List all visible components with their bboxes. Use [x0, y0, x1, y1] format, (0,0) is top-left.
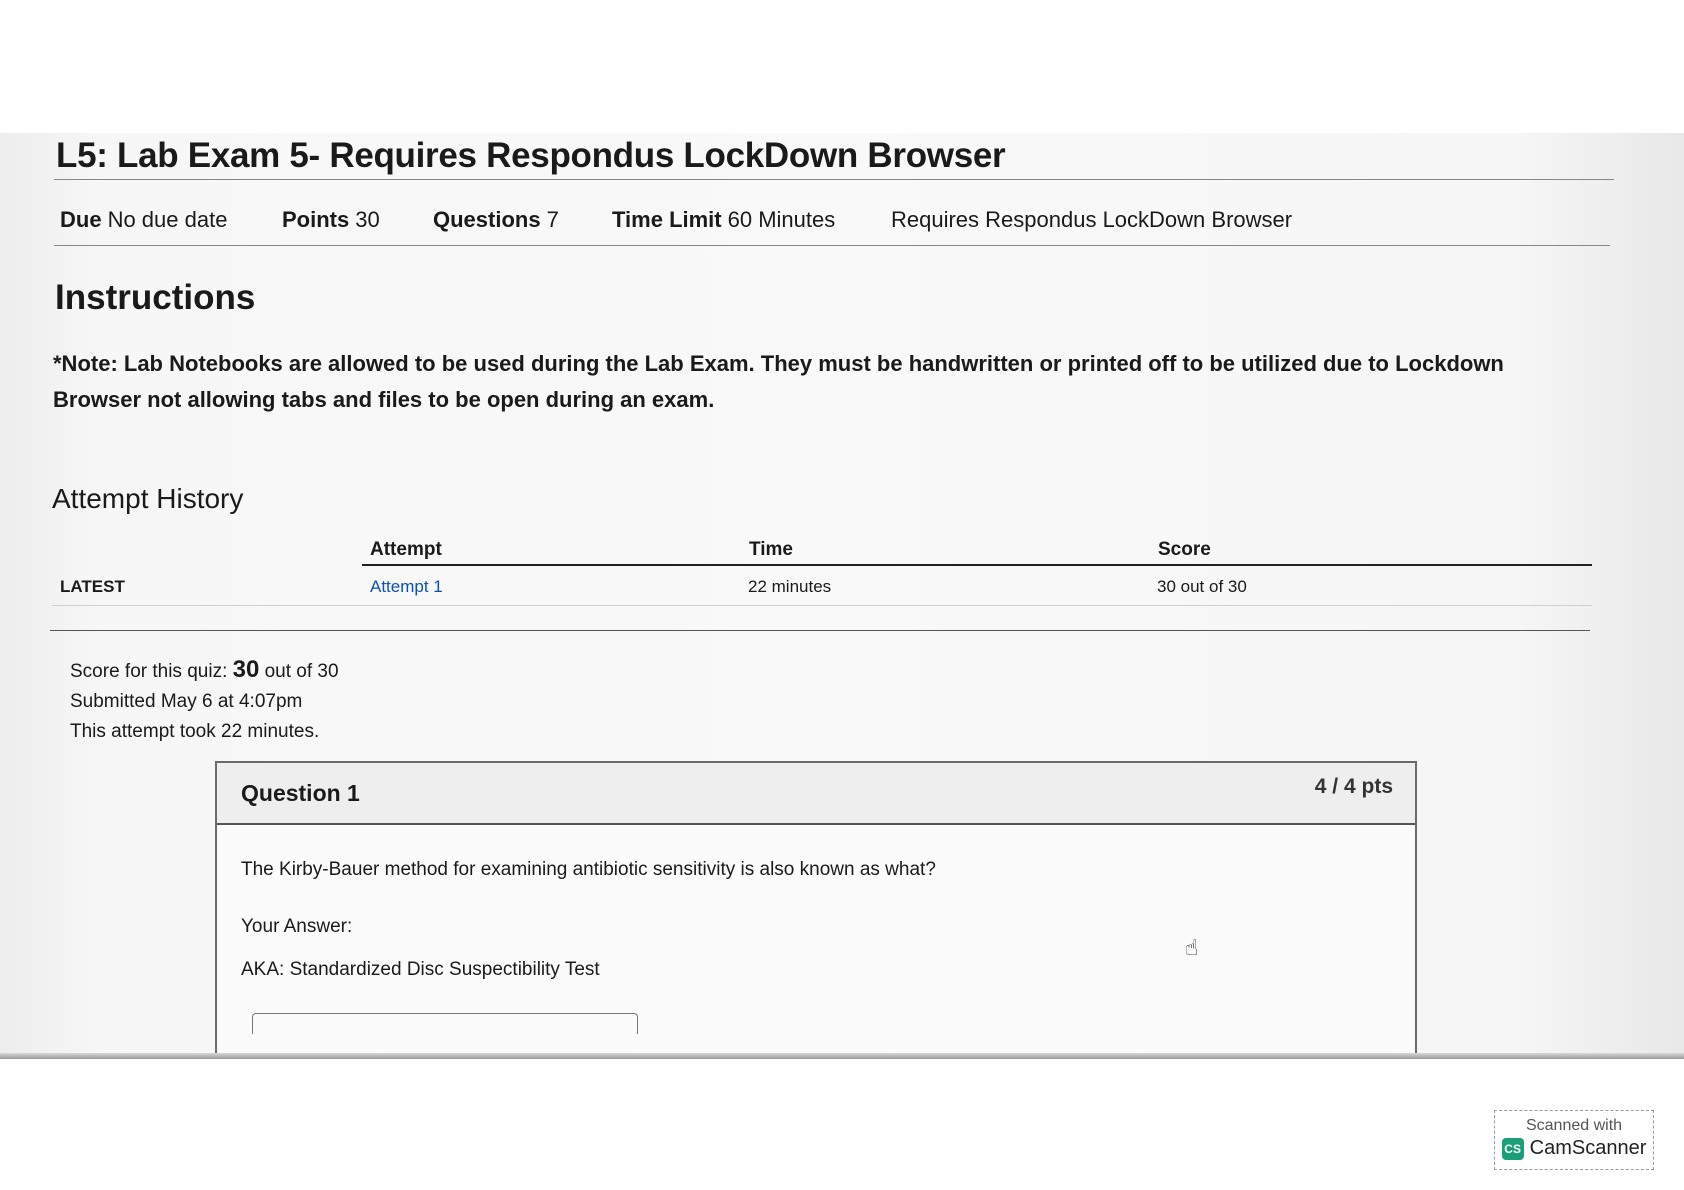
- badge-brand: [1495, 1137, 1653, 1160]
- attempt-score: 30 out of 30: [1157, 577, 1247, 596]
- question-header: [217, 763, 1415, 825]
- meta-due: [60, 207, 227, 233]
- table-row-rule: [52, 605, 1592, 606]
- camscanner-badge: [1494, 1110, 1654, 1170]
- summary-submitted: Submitted May 6 at 4:07pm: [70, 691, 303, 712]
- camscanner-logo-icon: CS: [1502, 1138, 1524, 1160]
- meta-due-value: No due date: [107, 207, 228, 232]
- quiz-summary: [70, 655, 339, 747]
- meta-time-limit-label: Time Limit: [612, 207, 722, 232]
- meta-divider: [54, 245, 1610, 246]
- meta-time-limit: [612, 207, 835, 233]
- latest-tag: LATEST: [60, 577, 125, 596]
- question-card: [215, 761, 1417, 1059]
- instructions-heading: Instructions: [55, 278, 256, 317]
- instructions-note: *Note: Lab Notebooks are allowed to be used during the Lab Exam. They must be handwritten or printed off to be utilized due to Lockdown Browser not allowing tabs and files to be open during an exam.: [53, 351, 1504, 412]
- page-title: L5: Lab Exam 5- Requires Respondus LockDown Browser: [56, 136, 1006, 175]
- attempt-1-link[interactable]: Attempt 1: [370, 577, 443, 596]
- summary-score-value: 30: [232, 656, 260, 683]
- column-header-attempt: Attempt: [370, 539, 442, 560]
- table-bottom-rule: [50, 630, 1590, 631]
- summary-score-prefix: Score for this quiz:: [70, 661, 228, 682]
- meta-questions-value: 7: [546, 207, 559, 232]
- attempt-time: 22 minutes: [748, 577, 832, 596]
- question-points: 4 / 4 pts: [1314, 775, 1393, 798]
- hand-pointer-icon: ☝: [1185, 935, 1199, 960]
- meta-questions-label: Questions: [433, 207, 541, 232]
- meta-time-limit-value: 60 Minutes: [727, 207, 836, 232]
- scanned-page: [0, 133, 1684, 1059]
- summary-score: [70, 655, 339, 687]
- attempt-history-heading: Attempt History: [52, 483, 244, 514]
- answer-comment-box: [252, 1013, 638, 1034]
- question-title: Question 1: [241, 780, 360, 806]
- column-header-score: Score: [1158, 539, 1211, 560]
- title-divider: [54, 179, 1614, 180]
- meta-due-label: Due: [60, 207, 102, 232]
- meta-points-value: 30: [355, 207, 380, 232]
- scan-edge: [0, 1053, 1684, 1059]
- meta-points-label: Points: [282, 207, 350, 232]
- summary-duration: This attempt took 22 minutes.: [70, 721, 320, 742]
- badge-scanned-with: Scanned with: [1525, 1117, 1623, 1134]
- table-header-rule: [362, 564, 1592, 566]
- column-header-time: Time: [749, 539, 794, 560]
- your-answer-label: Your Answer:: [241, 916, 353, 937]
- meta-questions: [433, 207, 559, 233]
- summary-score-suffix: out of 30: [264, 661, 339, 682]
- your-answer-text: AKA: Standardized Disc Suspectibility Test: [241, 959, 600, 980]
- question-text: The Kirby-Bauer method for examining antibiotic sensitivity is also known as what?: [241, 859, 936, 880]
- meta-points: [282, 207, 380, 233]
- badge-name: CamScanner: [1529, 1137, 1647, 1159]
- meta-requirement: Requires Respondus LockDown Browser: [891, 207, 1293, 232]
